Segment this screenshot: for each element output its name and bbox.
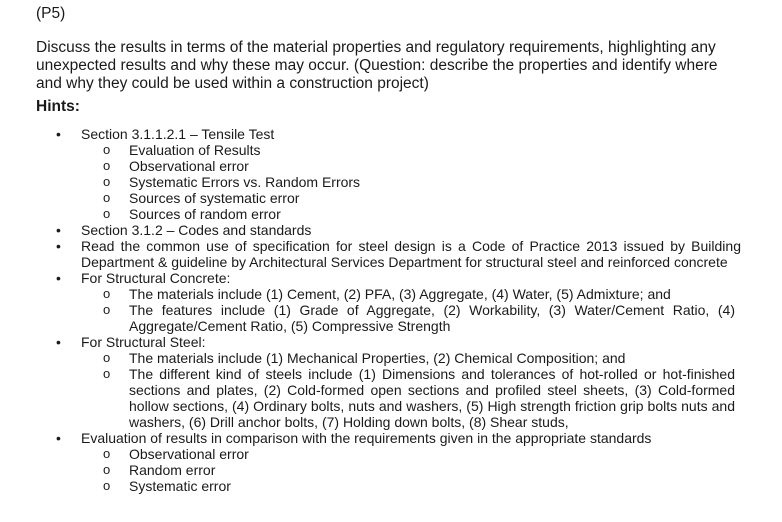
circle-bullet-icon: o [103, 190, 111, 205]
task-code: (P5) [36, 5, 66, 22]
hint-text: Section 3.1.1.2.1 – Tensile Test [81, 126, 275, 142]
hint-text: For Structural Steel: [81, 334, 206, 350]
sub-item-text: The materials include (1) Mechanical Properties, (2) Chemical Composition; and [129, 350, 626, 366]
circle-bullet-icon: o [103, 446, 111, 461]
circle-bullet-icon: o [103, 462, 111, 477]
hint-item [0, 334, 741, 350]
hint-text: For Structural Concrete: [81, 270, 231, 286]
sub-item-text: Sources of systematic error [129, 190, 300, 206]
sub-item [0, 174, 735, 190]
sub-item-text: The materials include (1) Cement, (2) PFA, (3) Aggregate, (4) Water, (5) Admixture; and [129, 286, 671, 302]
sub-item [0, 142, 735, 158]
circle-bullet-icon: o [103, 142, 111, 157]
circle-bullet-icon: o [103, 478, 111, 493]
sub-item-text: Sources of random error [129, 206, 281, 222]
sub-item-text: Observational error [129, 446, 249, 462]
sub-item [0, 446, 735, 462]
bullet-icon: • [56, 430, 61, 446]
sub-item-text: Random error [129, 462, 216, 478]
hint-item [0, 222, 741, 238]
hint-text: Section 3.1.2 – Codes and standards [81, 222, 312, 238]
hint-item [0, 238, 741, 270]
sub-item-text: Evaluation of Results [129, 142, 261, 158]
sub-item-text: Systematic Errors vs. Random Errors [129, 174, 361, 190]
sub-item [0, 366, 735, 430]
sub-item-text: Observational error [129, 158, 249, 174]
bullet-icon: • [56, 222, 61, 238]
circle-bullet-icon: o [103, 286, 111, 301]
circle-bullet-icon: o [103, 302, 111, 317]
circle-bullet-icon: o [103, 366, 111, 381]
hint-item [0, 430, 741, 446]
hint-text: Evaluation of results in comparison with the requirements given in the appropriate standards [81, 430, 652, 446]
question-paragraph: Discuss the results in terms of the material properties and regulatory requirements, highlighting any unexpected results and why these may occur. (Question: describe the properties and identify where and why they could be used within a construction project) [36, 39, 718, 92]
sub-item [0, 302, 735, 334]
hints-list [0, 126, 782, 494]
bullet-icon: • [56, 270, 61, 286]
sub-item-text: The features include (1) Grade of Aggregate, (2) Workability, (3) Water/Cement Ratio, (4) Aggregate/Cement Ratio, (5) Compressive Strength [129, 302, 735, 334]
circle-bullet-icon: o [103, 350, 111, 365]
sub-item-text: The different kind of steels include (1) Dimensions and tolerances of hot-rolled or hot-finished sections and plates, (2) Cold-formed open sections and profiled steel sheets, (3) Cold-formed hollow sections, (4) Ordinary bolts, nuts and washers, (5) High strength friction grip bolts nuts and washers, (6) Drill anchor bolts, (7) Holding down bolts, (8) Shear studs, [129, 366, 735, 430]
bullet-icon: • [56, 334, 61, 350]
sub-item [0, 158, 735, 174]
circle-bullet-icon: o [103, 174, 111, 189]
hint-item [0, 126, 741, 142]
hints-heading: Hints: [36, 98, 80, 115]
sub-item [0, 190, 735, 206]
circle-bullet-icon: o [103, 158, 111, 173]
sub-item [0, 206, 735, 222]
hint-item [0, 270, 741, 286]
sub-item [0, 350, 735, 366]
sub-item [0, 462, 735, 478]
bullet-icon: • [56, 238, 61, 254]
sub-item-text: Systematic error [129, 478, 231, 494]
sub-item [0, 478, 735, 494]
circle-bullet-icon: o [103, 206, 111, 221]
bullet-icon: • [56, 126, 61, 142]
hint-text: Read the common use of specification for steel design is a Code of Practice 2013 issued by Building Department & guideline by Architectural Services Department for structural steel and reinforced concrete [81, 238, 741, 270]
sub-item [0, 286, 735, 302]
